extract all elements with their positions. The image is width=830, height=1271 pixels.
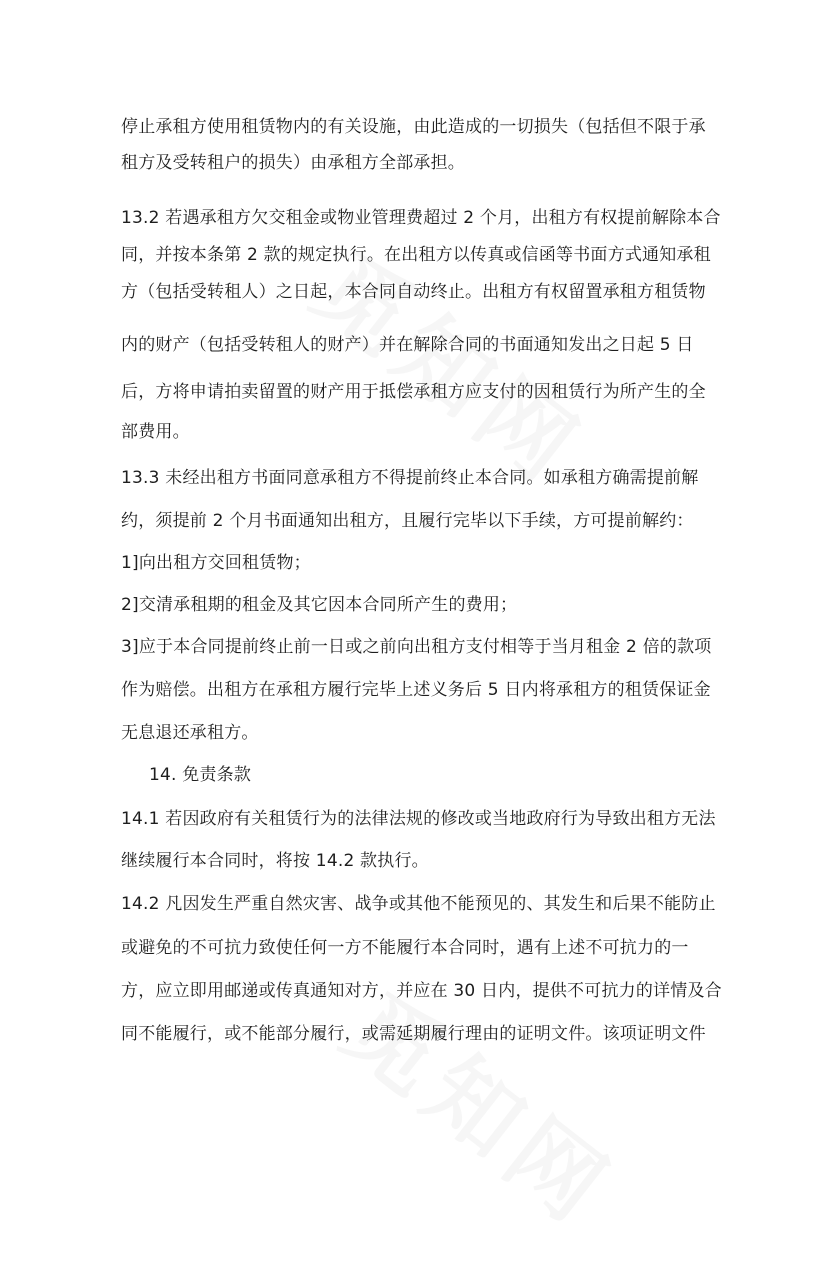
paragraph-line: 停止承租方使用租赁物内的有关设施，由此造成的一切损失（包括但不限于承 — [121, 117, 706, 137]
paragraph-line: 后，方将申请拍卖留置的财产用于抵偿承租方应支付的因租赁行为所产生的全 — [121, 382, 706, 402]
paragraph-line: 约，须提前 2 个月书面通知出租方，且履行完毕以下手续，方可提前解约： — [121, 511, 694, 531]
paragraph-line: 同不能履行，或不能部分履行，或需延期履行理由的证明文件。该项证明文件 — [121, 1024, 706, 1044]
paragraph-line: 无息退还承租方。 — [121, 723, 259, 743]
paragraph-line: 方（包括受转租人）之日起，本合同自动终止。出租方有权留置承租方租赁物 — [121, 282, 706, 302]
section-heading: 14. 免责条款 — [149, 765, 252, 785]
paragraph-line: 继续履行本合同时，将按 14.2 款执行。 — [121, 851, 429, 871]
paragraph-line: 租方及受转租户的损失）由承租方全部承担。 — [121, 153, 465, 173]
paragraph-line: 同，并按本条第 2 款的规定执行。在出租方以传真或信函等书面方式通知承租 — [121, 245, 711, 265]
paragraph-line: 作为赔偿。出租方在承租方履行完毕上述义务后 5 日内将承租方的租赁保证金 — [121, 680, 711, 700]
list-item: 2]交清承租期的租金及其它因本合同所产生的费用； — [121, 595, 518, 615]
paragraph-line: 14.1 若因政府有关租赁行为的法律法规的修改或当地政府行为导致出租方无法 — [121, 809, 716, 829]
watermark — [329, 958, 671, 1262]
paragraph-line: 13.2 若遇承租方欠交租金或物业管理费超过 2 个月，出租方有权提前解除本合 — [121, 208, 721, 228]
list-item: 3]应于本合同提前终止前一日或之前向出租方支付相等于当月租金 2 倍的款项 — [121, 637, 712, 657]
paragraph-line: 部费用。 — [121, 422, 190, 442]
paragraph-line: 内的财产（包括受转租人的财产）并在解除合同的书面通知发出之日起 5 日 — [121, 335, 694, 355]
paragraph-line: 14.2 凡因发生严重自然灾害、战争或其他不能预见的、其发生和后果不能防止 — [121, 894, 716, 914]
list-item: 1]向出租方交回租赁物； — [121, 553, 311, 573]
paragraph-line: 方，应立即用邮递或传真通知对方，并应在 30 日内，提供不可抗力的详情及合 — [121, 981, 722, 1001]
paragraph-line: 或避免的不可抗力致使任何一方不能履行本合同时，遇有上述不可抗力的一 — [121, 938, 689, 958]
paragraph-line: 13.3 未经出租方书面同意承租方不得提前终止本合同。如承租方确需提前解 — [121, 468, 699, 488]
